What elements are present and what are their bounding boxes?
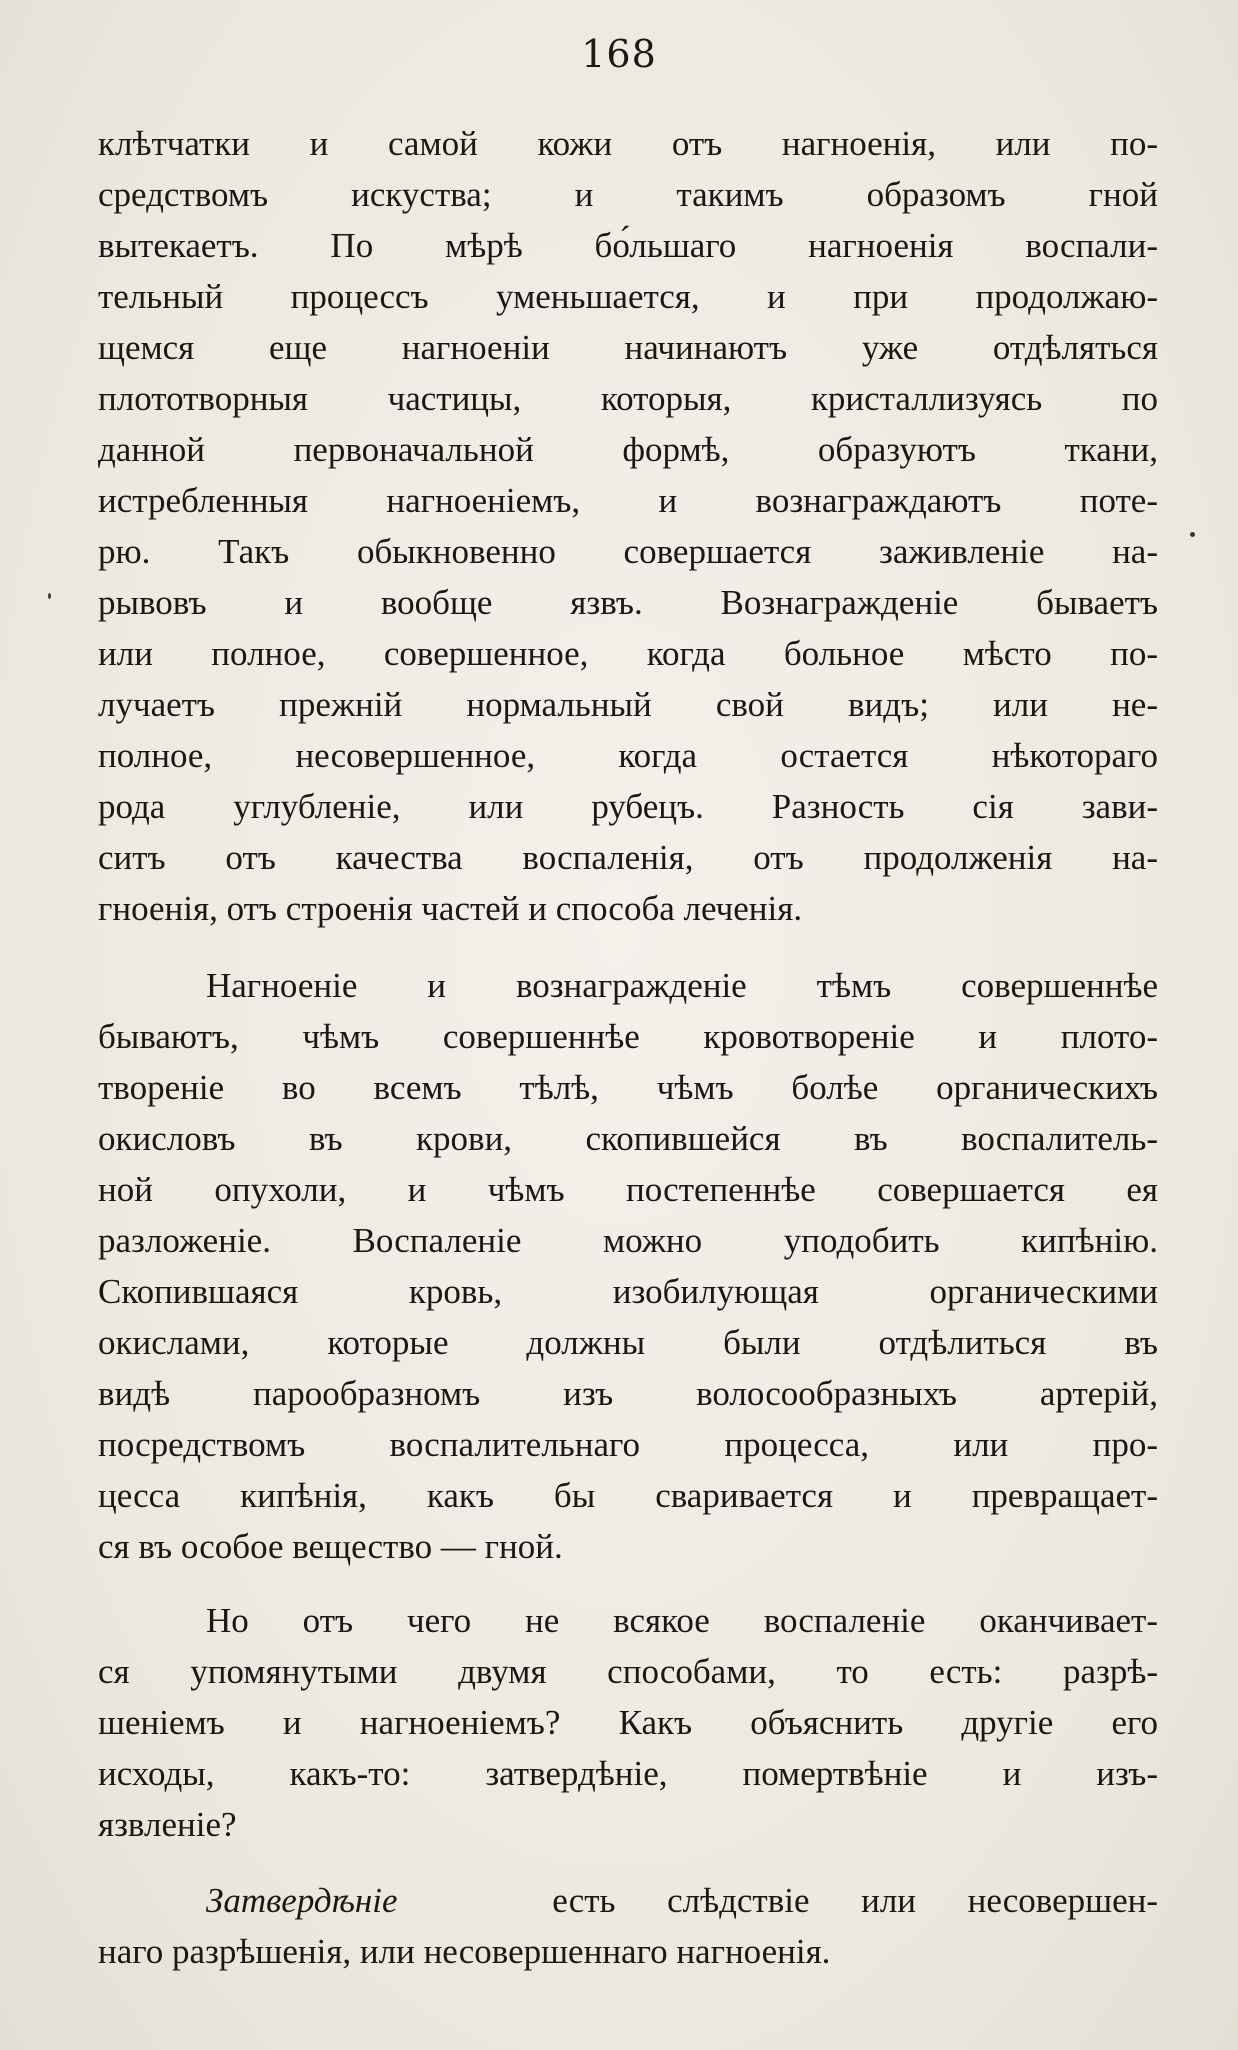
text-line: ситъ отъ качества воспаленія, отъ продолженія на- <box>98 838 1158 877</box>
text-line: исходы, какъ-то: затвердѣніе, помертвѣніе и изъ- <box>98 1754 1158 1793</box>
paragraph-3 <box>98 1595 1158 1850</box>
italic-term: Затвердѣніе <box>206 1881 398 1920</box>
text-line: клѣтчатки и самой кожи отъ нагноенія, или по- <box>98 124 1158 163</box>
text-line: лучаетъ прежній нормальный свой видъ; или не- <box>98 685 1158 724</box>
text-line: видѣ парообразномъ изъ волосообразныхъ артерій, <box>98 1374 1158 1413</box>
text-line: истребленныя нагноеніемъ, и вознаграждаютъ поте- <box>98 481 1158 520</box>
text-line: средствомъ искуства; и такимъ образомъ гной <box>98 175 1158 214</box>
text-line: ся въ особое вещество — гной. <box>98 1527 563 1566</box>
text-line: плототворныя частицы, которыя, кристаллизуясь по <box>98 379 1158 418</box>
text-line: вытекаетъ. По мѣрѣ бо́льшаго нагноенія воспали- <box>98 226 1158 265</box>
text-line: наго разрѣшенія, или несовершеннаго нагноенія. <box>98 1932 831 1971</box>
text-line: рю. Такъ обыкновенно совершается заживленіе на- <box>98 532 1158 571</box>
ink-speck <box>1190 532 1195 537</box>
text-line: шеніемъ и нагноеніемъ? Какъ объяснить другіе его <box>98 1703 1158 1742</box>
text-line: твореніе во всемъ тѣлѣ, чѣмъ болѣе органическихъ <box>98 1068 1158 1107</box>
paragraph-1 <box>98 118 1158 934</box>
text-line: щемся еще нагноеніи начинаютъ уже отдѣляться <box>98 328 1158 367</box>
text-line: гноенія, отъ строенія частей и способа леченія. <box>98 889 803 928</box>
page-number: 168 <box>581 32 657 76</box>
text-line: ной опухоли, и чѣмъ постепеннѣе совершается ея <box>98 1170 1158 1209</box>
text-line: окисловъ въ крови, скопившейся въ воспалитель- <box>98 1119 1158 1158</box>
text-line: ся упомянутыми двумя способами, то есть: разрѣ- <box>98 1652 1158 1691</box>
text-line: тельный процессъ уменьшается, и при продолжаю- <box>98 277 1158 316</box>
text-line: полное, несовершенное, когда остается нѣкотораго <box>98 736 1158 775</box>
paragraph-4 <box>98 1875 1158 1977</box>
text-line <box>98 1875 1158 1926</box>
text-line: Но отъ чего не всякое воспаленіе оканчивает- <box>206 1601 1158 1640</box>
text-line: данной первоначальной формѣ, образуютъ ткани, <box>98 430 1158 469</box>
paragraph-2 <box>98 960 1158 1572</box>
ink-speck <box>48 593 51 599</box>
text-line: или полное, совершенное, когда больное мѣсто по- <box>98 634 1158 673</box>
text-run: есть слѣдствіе или несовершен- <box>552 1881 1158 1920</box>
text-line: бываютъ, чѣмъ совершеннѣе кровотвореніе и плото- <box>98 1017 1158 1056</box>
text-line: рода углубленіе, или рубецъ. Разность сія зави- <box>98 787 1158 826</box>
text-line: окислами, которые должны были отдѣлиться въ <box>98 1323 1158 1362</box>
text-line: рывовъ и вообще язвъ. Вознагражденіе бываетъ <box>98 583 1158 622</box>
text-line: Нагноеніе и вознагражденіе тѣмъ совершеннѣе <box>206 966 1158 1005</box>
text-line: посредствомъ воспалительнаго процесса, или про- <box>98 1425 1158 1464</box>
text-line: Скопившаяся кровь, изобилующая органическими <box>98 1272 1158 1311</box>
text-line: цесса кипѣнія, какъ бы сваривается и превращает- <box>98 1476 1158 1515</box>
text-line: язвленіе? <box>98 1805 237 1844</box>
text-line: разложеніе. Воспаленіе можно уподобить кипѣнію. <box>98 1221 1158 1260</box>
